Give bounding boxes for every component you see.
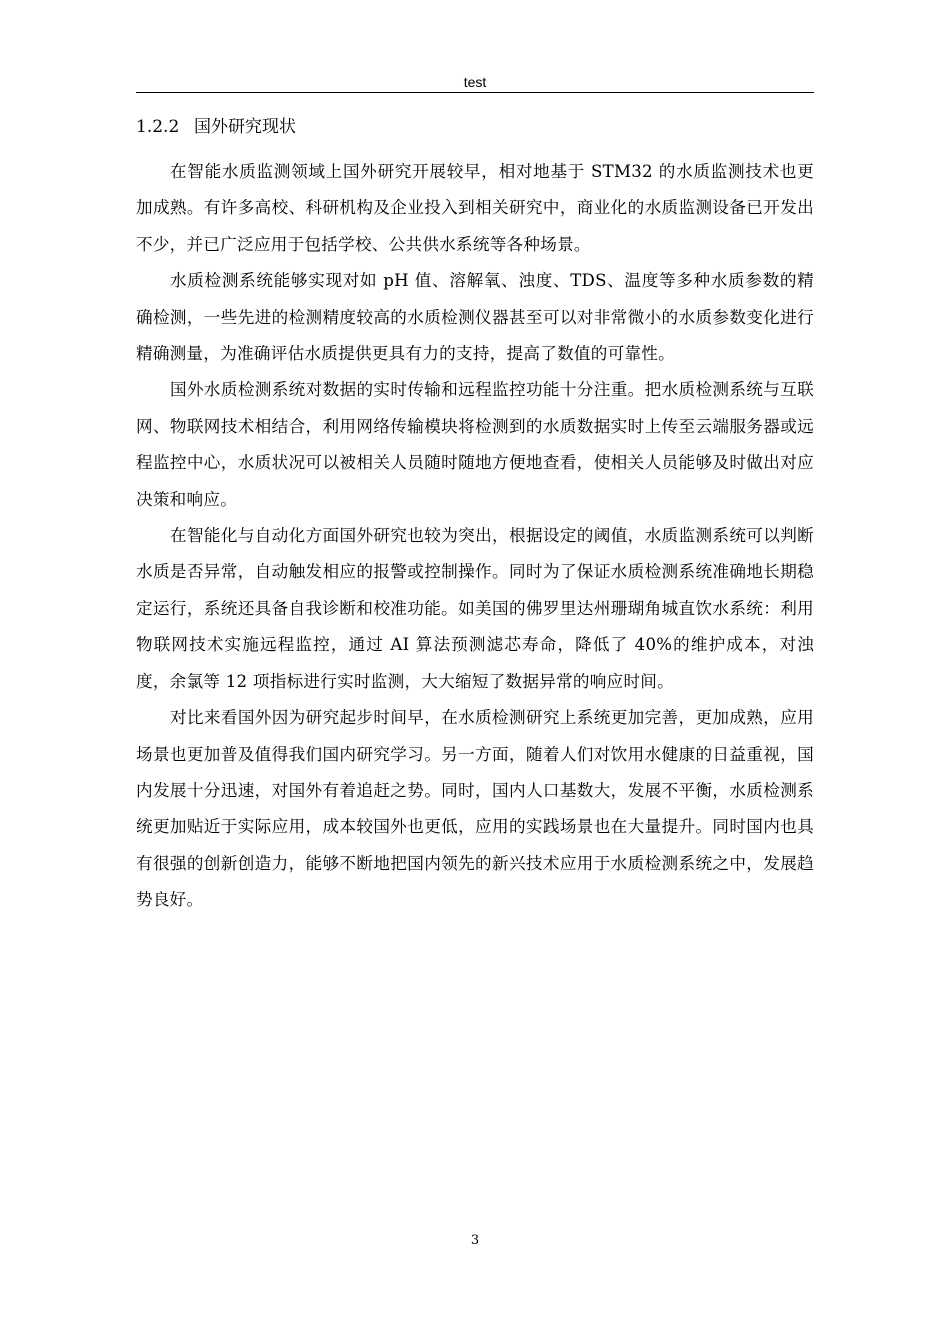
body-text: [136, 154, 814, 919]
paragraph: 在智能水质监测领域上国外研究开展较早，相对地基于 STM32 的水质监测技术也更加成熟。有许多高校、科研机构及企业投入到相关研究中，商业化的水质监测设备已开发出不少，并已广泛应用于包括学校、公共供水系统等各种场景。: [136, 162, 814, 254]
section-number: 1.2.2: [136, 117, 180, 137]
section-title: 国外研究现状: [194, 117, 296, 137]
paragraph: 水质检测系统能够实现对如 pH 值、溶解氧、浊度、TDS、温度等多种水质参数的精确检测，一些先进的检测精度较高的水质检测仪器甚至可以对非常微小的水质参数变化进行精确测量，为准确评估水质提供更具有力的支持，提高了数值的可靠性。: [136, 271, 814, 364]
paragraph: 对比来看国外因为研究起步时间早，在水质检测研究上系统更加完善，更加成熟，应用场景也更加普及值得我们国内研究学习。另一方面，随着人们对饮用水健康的日益重视，国内发展十分迅速，对国外有着追赶之势。同时，国内人口基数大，发展不平衡，水质检测系统更加贴近于实际应用，成本较国外也更低，应用的实践场景也在大量提升。同时国内也具有很强的创新创造力，能够不断地把国内领先的新兴技术应用于水质检测系统之中，发展趋势良好。: [136, 708, 814, 910]
page-number: 3: [470, 1233, 480, 1248]
running-header: test: [463, 74, 487, 90]
section-heading: [136, 114, 296, 140]
paragraph: 国外水质检测系统对数据的实时传输和远程监控功能十分注重。把水质检测系统与互联网、物联网技术相结合，利用网络传输模块将检测到的水质数据实时上传至云端服务器或远程监控中心，水质状况可以被相关人员随时随地方便地查看，使相关人员能够及时做出对应决策和响应。: [136, 380, 814, 509]
paragraph: 在智能化与自动化方面国外研究也较为突出，根据设定的阈值，水质监测系统可以判断水质是否异常，自动触发相应的报警或控制操作。同时为了保证水质检测系统准确地长期稳定运行，系统还具备自我诊断和校准功能。如美国的佛罗里达州珊瑚角城直饮水系统：利用物联网技术实施远程监控，通过 AI 算法预测滤芯寿命，降低了 40%的维护成本，对浊度，余氯等 12 项指标进行实时监测，大大缩短了数据异常的响应时间。: [136, 526, 814, 691]
header-divider: [136, 92, 814, 93]
